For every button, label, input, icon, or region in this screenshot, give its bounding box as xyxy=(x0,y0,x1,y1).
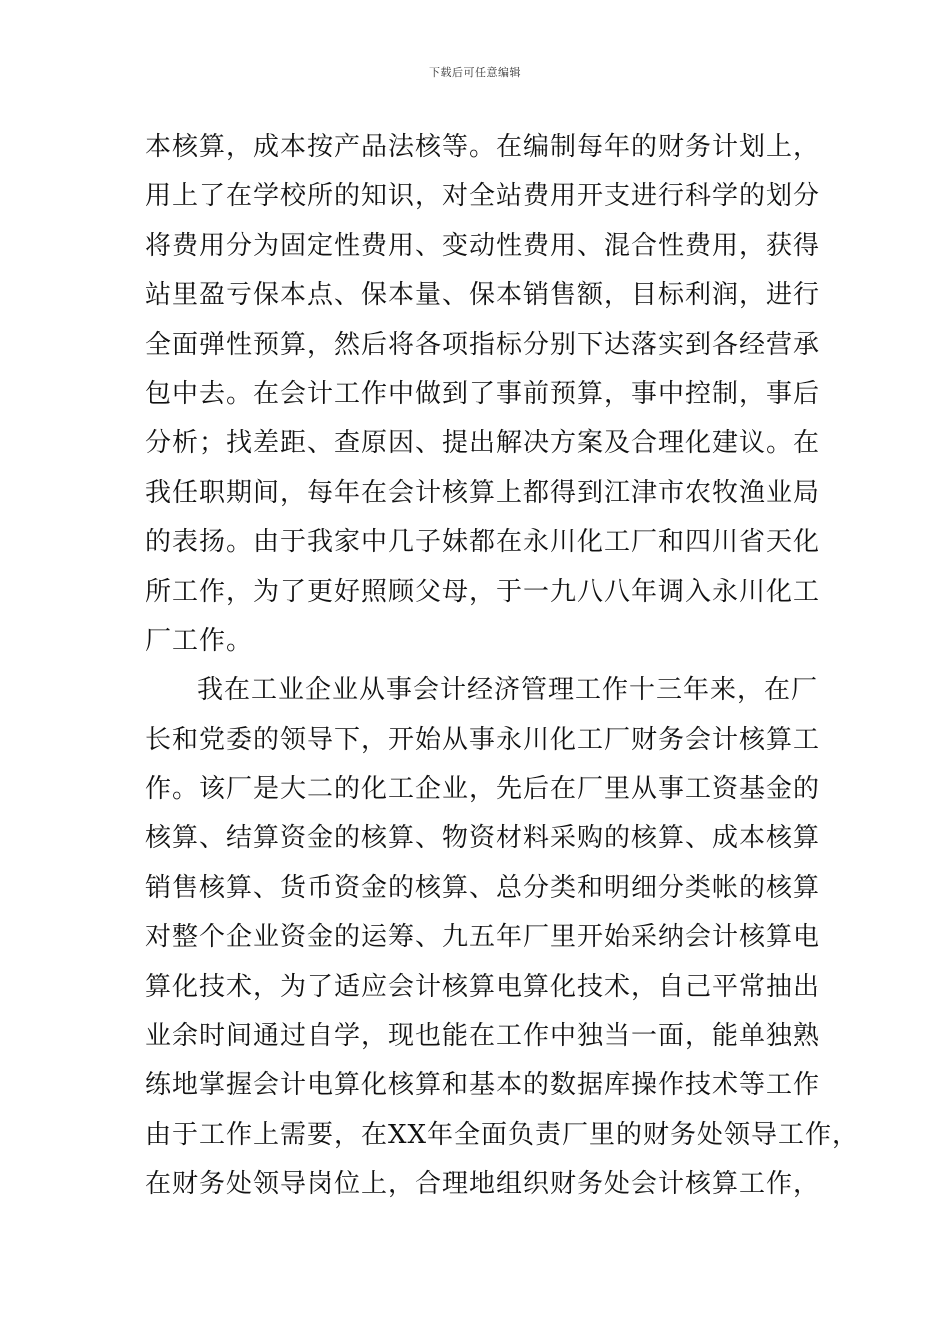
text-line: 本核算，成本按产品法核等。在编制每年的财务计划上， xyxy=(145,132,821,162)
text-line: 我在工业企业从事会计经济管理工作十三年来，在厂 xyxy=(197,675,819,706)
text-line: 将费用分为固定性费用、变动性费用、混合性费用，获得 xyxy=(145,230,821,261)
text-line: 包中去。在会计工作中做到了事前预算，事中控制，事后 xyxy=(145,378,821,409)
text-line: 业余时间通过自学，现也能在工作中独当一面，能单独熟 xyxy=(145,1021,821,1052)
text-line: 算化技术，为了适应会计核算电算化技术，自己平常抽出 xyxy=(145,971,821,1002)
paragraph-2 xyxy=(145,671,860,1214)
text-line: 厂工作。 xyxy=(145,625,254,656)
text-line: 用上了在学校所的知识，对全站费用开支进行科学的划分 xyxy=(145,181,821,212)
text-line: 在财务处领导岗位上，合理地组织财务处会计核算工作， xyxy=(145,1169,821,1200)
text-line: 销售核算、货币资金的核算、总分类和明细分类帐的核算 xyxy=(145,872,821,903)
text-line: 分析；找差距、查原因、提出解决方案及合理化建议。在 xyxy=(145,428,821,459)
text-line: 所工作，为了更好照顾父母，于一九八八年调入永川化工 xyxy=(145,576,821,607)
text-line: 站里盈亏保本点、保本量、保本销售额，目标利润，进行 xyxy=(145,280,821,311)
text-line: 对整个企业资金的运筹、九五年厂里开始采纳会计核算电 xyxy=(145,922,821,953)
text-line: 练地掌握会计电算化核算和基本的数据库操作技术等工作 xyxy=(145,1070,821,1101)
body-text xyxy=(145,128,860,1215)
text-line: 的表扬。由于我家中几子妹都在永川化工厂和四川省天化 xyxy=(145,527,821,558)
text-line: 核算、结算资金的核算、物资材料采购的核算、成本核算 xyxy=(145,823,821,854)
text-line: 全面弹性预算，然后将各项指标分别下达落实到各经营承 xyxy=(145,329,821,360)
paragraph-1 xyxy=(145,128,825,671)
text-line: 我任职期间，每年在会计核算上都得到江津市农牧渔业局 xyxy=(145,477,821,508)
text-line: 由于工作上需要，在XX年全面负责厂里的财务处领导工作， xyxy=(145,1119,860,1150)
text-line: 长和党委的领导下，开始从事永川化工厂财务会计核算工 xyxy=(145,724,821,755)
text-line: 作。该厂是大二的化工企业，先后在厂里从事工资基金的 xyxy=(145,774,821,805)
page-header: 下载后可任意编辑 xyxy=(429,66,521,79)
